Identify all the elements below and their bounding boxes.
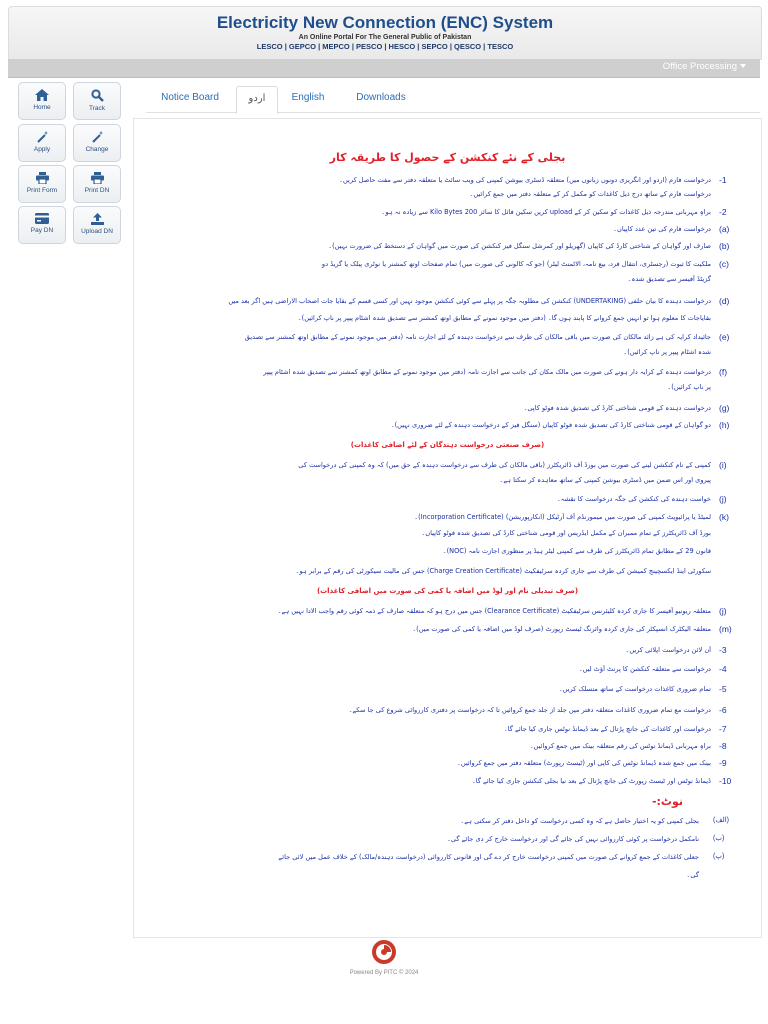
item-number: (h)	[719, 420, 730, 430]
item-text: درخواست سے متعلقہ کنکشن کا پرنٹ آؤٹ لیں۔	[578, 665, 711, 673]
item-text: سکورٹی اینڈ ایکسچینج کمیشن کی طرف سے جاری کردہ سرٹیفکیٹ (Charge Creation Certificate) جس کی مالیت سیکورٹی کی رقم کے برابر ہو۔	[295, 567, 711, 575]
caret-down-icon	[740, 64, 746, 68]
item-number: -10	[719, 776, 732, 786]
item-number: (e)	[719, 332, 730, 342]
item-text: درخواست اور کاغذات کی جانچ پڑتال کے بعد ڈیمانڈ نوٹس جاری کیا جائے گا۔	[503, 725, 711, 733]
item-text: تمام ضروری کاغذات درخواست کے ساتھ منسلک کریں۔	[558, 685, 711, 693]
item-text: درخواست مع تمام ضروری کاغذات متعلقہ دفتر میں جلد از جلد جمع کروائیں تا کہ درخواست پر دفتری کارروائی شروع کی جا سکے۔	[348, 706, 711, 714]
item-number: (c)	[719, 259, 729, 269]
item-number: -3	[719, 645, 727, 655]
site-title: Electricity New Connection (ENC) System	[216, 13, 554, 32]
print-dn-button[interactable]	[73, 165, 121, 203]
track-button[interactable]	[73, 82, 121, 120]
tab-notice-board[interactable]: Notice Board	[161, 92, 219, 103]
item-number: -1	[719, 175, 727, 185]
item-text: متعلقہ الیکٹرک انسپکٹر کی جاری کردہ وائرنگ ٹیسٹ رپورٹ (صرف لوڈ میں اضافہ یا کمی کی صورت میں)۔	[412, 625, 711, 633]
name-change-section-heading: (صرف تبدیلی نام اور لوڈ میں اضافہ یا کمی کی صورت میں اضافی کاغذات)	[316, 587, 579, 595]
magic-wand-icon	[36, 131, 49, 143]
item-number: (g)	[719, 403, 730, 413]
content-heading: بجلی کے نئے کنکشن کے حصول کا طریقہ کار	[329, 151, 566, 164]
notice-content-panel	[133, 118, 762, 938]
pay-dn-label: Pay DN	[30, 227, 54, 234]
upload-dn-button[interactable]	[73, 206, 121, 244]
item-text: خواست دہندہ کی کنکشن کی جگہ درخواست کا نقشہ۔	[556, 495, 711, 503]
item-text: کمپنی کے نام کنکشن لینے کی صورت میں بورڈ آف ڈائریکٹرز (باقی مالکان کی طرف سے درخواست دہندہ کے حق میں) کہ وہ کمپنی کی درخواست کی	[298, 461, 711, 469]
tab-urdu[interactable]: اردو	[236, 86, 278, 114]
item-text: بقایاجات کا معلوم ہوا تو انہیں جمع کروانے کا پابند ہوں گا۔ (دفتر میں موجود نمونے کے مطابق اوتھ کمشنر سے تصدیق شدہ اشٹام پیپر پر ناپ کرائیں)۔	[297, 314, 711, 322]
item-text: متعلقہ ریونیو آفیسر کا جاری کردہ کلیئرنس سرٹیفکیٹ (Clearance Certificate) جس میں درج ہو کہ متعلقہ صارف کے ذمہ کوئی رقم واجب الادا نہیں ہے۔	[277, 607, 711, 615]
printer-icon	[36, 172, 49, 184]
item-number: (j)	[719, 494, 727, 504]
printer-icon	[91, 172, 104, 184]
note-text: گی۔	[686, 871, 699, 879]
apply-button[interactable]	[18, 124, 66, 162]
item-text: درخواست دہندہ کے قومی شناختی کارڈ کی تصدیق شدہ فوٹو کاپی۔	[523, 404, 711, 412]
tab-downloads[interactable]: Downloads	[356, 92, 406, 103]
item-number: (k)	[719, 512, 729, 522]
home-icon	[35, 89, 49, 101]
item-text: دو گواہان کے قومی شناختی کارڈ کی تصدیق شدہ فوٹو کاپیاں (سنگل فیز کے درخواست دہندہ کے لئے ضروری نہیں)۔	[390, 421, 711, 429]
item-text: آن لائن درخواست اپلائی کریں۔	[625, 646, 711, 654]
tab-english[interactable]: English	[291, 92, 325, 103]
item-text: بورڈ آف ڈائریکٹرز کے تمام ممبران کے مکمل ایڈریس اور قومی شناختی کارڈ کی تصدیق شدہ فوٹو کاپیاں۔	[421, 529, 711, 537]
office-processing-menu[interactable]	[663, 61, 746, 72]
item-number: -8	[719, 741, 727, 751]
item-text: شدہ اشٹام پیپر پر ناپ کرائیں)۔	[623, 348, 711, 356]
item-number: -4	[719, 664, 727, 674]
item-text: درخواست فارم کی تین عدد کاپیاں۔	[613, 225, 711, 233]
item-number: (f)	[719, 367, 728, 377]
site-subtitle: An Online Portal For The General Public of Pakistan	[298, 34, 472, 41]
disco-list: LESCO | GEPCO | MEPCO | PESCO | HESCO | SEPCO | QESCO | TESCO	[256, 42, 514, 51]
item-text: صارف اور گواہان کے شناختی کارڈ کی کاپیاں (گھریلو اور کمرشل سنگل فیز کنکشن کی صورت میں گواہان کے دستخط کی ضرورت نہیں)۔	[328, 242, 711, 250]
home-label: Home	[33, 104, 51, 111]
search-icon	[91, 89, 104, 102]
site-header	[8, 6, 762, 60]
pitc-logo	[371, 939, 397, 965]
item-text: براہِ مہربانی ڈیمانڈ نوٹس کی رقم متعلقہ بینک میں جمع کروائیں۔	[529, 742, 711, 750]
change-label: Change	[85, 146, 109, 153]
note-number: (پ)	[713, 853, 725, 860]
item-text: لمیٹڈ یا پرائیویٹ کمپنی کی صورت میں میمورنڈم آف آرٹیکل (انکارپوریشن) (Incorporation Certificate)۔	[414, 513, 711, 521]
item-text: پیروی اور اس ضمن میں ڈسٹری بیوشن کمپنی کے ساتھ معاہدہ کر سکتا ہے۔	[499, 476, 711, 484]
upload-dn-label: Upload DN	[81, 228, 113, 235]
note-text: بجلی کمپنی کو یہ اختیار حاصل ہے کہ وہ کسی درخواست کو داخل دفتر کر سکتی ہے۔	[460, 817, 699, 825]
pay-dn-button[interactable]	[18, 206, 66, 244]
home-button[interactable]	[18, 82, 66, 120]
item-number: (j)	[719, 606, 727, 616]
office-processing-label: Office Processing	[662, 61, 737, 72]
top-navbar	[8, 59, 760, 78]
item-text: درخواست فارم (اردو اور انگریزی دونوں زبانوں میں) متعلقہ ڈسٹری بیوشن کمپنی کی ویب سائٹ یا متعلقہ دفتر سے مفت حاصل کریں۔	[339, 176, 711, 184]
item-text: درخواست فارم کے ساتھ درج ذیل کاغذات کو مکمل کر کے متعلقہ دفتر میں جمع کرائیں۔	[469, 190, 711, 198]
apply-label: Apply	[33, 146, 51, 153]
tab-bar	[146, 86, 760, 113]
note-text: جعلی کاغذات کے جمع کروانے کی صورت میں کمپنی درخواست خارج کر دے گی اور قانونی کارروائی (درخواست دہندہ/مالک) کے خلاف عمل میں لائی جائے	[278, 853, 699, 861]
item-text: گزیٹڈ آفیسر سے تصدیق شدہ۔	[627, 275, 711, 283]
industrial-section-heading: (صرف صنعتی درخواست دہندگان کے لئے اضافی کاغذات)	[350, 441, 545, 449]
credit-card-icon	[35, 213, 49, 224]
item-text: ڈیمانڈ نوٹس اور ٹیسٹ رپورٹ کی جانچ پڑتال کے بعد نیا بجلی کنکشن جاری کیا جائے گا۔	[471, 777, 711, 785]
print-form-label: Print Form	[26, 187, 58, 194]
note-number: (الف)	[713, 817, 730, 824]
item-number: -7	[719, 724, 727, 734]
item-number: (b)	[719, 241, 730, 251]
note-text: نامکمل درخواست پر کوئی کارروائی نہیں کی جائے گی اور درخواست خارج کر دی جائے گی۔	[447, 835, 699, 843]
footer-text: Powered By PITC © 2024	[349, 970, 419, 976]
item-number: (a)	[719, 224, 730, 234]
print-form-button[interactable]	[18, 165, 66, 203]
track-label: Track	[88, 105, 105, 112]
item-text: ملکیت کا ثبوت (رجسٹری، انتقال فرد، بیع نامہ، الاٹمنٹ لیٹر) (جو کہ کالونی کی صورت میں) تمام صفحات اوتھ کمشنر یا نوٹری پبلک یا گریڈ دو	[321, 260, 711, 268]
item-number: -9	[719, 758, 727, 768]
item-text: پر ناپ کرائیں)۔	[667, 383, 711, 391]
item-text: براہِ مہربانی مندرجہ ذیل کاغذات کو سکین کر کے upload کریں سکین فائل کا سائز 200 Kilo Bytes سے زیادہ نہ ہو۔	[381, 208, 711, 216]
print-dn-label: Print DN	[84, 187, 110, 194]
item-text: جائیداد کرایہ کی ہے زائد مالکان کی صورت میں باقی مالکان کی طرف سے درخواست دہندہ کے لئے اجازت نامہ (دفتر میں موجود نمونے کے مطابق اوتھ کمشنر سے تصدیق	[244, 333, 711, 341]
item-text: درخواست دہندہ کے کرایہ دار ہونے کی صورت میں مالک مکان کی جانب سے اجازت نامہ (دفتر میں موجود نمونے کے مطابق اوتھ کمشنر سے تصدیق شدہ اشٹام پیپر	[263, 368, 711, 376]
item-text: قانون 29 کے مطابق تمام ڈائریکٹرز کی طرف سے کمپنی لیٹر ہیڈ پر منظوری اجازت نامہ (NOC)۔	[442, 547, 711, 555]
item-text: بینک میں جمع شدہ ڈیمانڈ نوٹس کی کاپی اور (ٹیسٹ رپورٹ) متعلقہ دفتر میں جمع کروائیں۔	[456, 759, 711, 767]
item-number: (d)	[719, 296, 730, 306]
note-heading: نوٹ:-	[651, 795, 683, 808]
magic-wand-icon	[91, 131, 104, 143]
item-text: درخواست دہندہ کا بیان حلفی (UNDERTAKING) کنکشن کی مطلوبہ جگہ پر پہلے سے کوئی کنکشن موجود نہیں اور کسی قسم کے بقایا جات اصحاب الاراضی ہیں اگر بعد میں	[228, 297, 711, 305]
note-number: (ب)	[713, 835, 725, 842]
item-number: -5	[719, 684, 727, 694]
item-number: -2	[719, 207, 727, 217]
change-button[interactable]	[73, 124, 121, 162]
item-number: (m)	[719, 624, 732, 634]
upload-icon	[91, 213, 104, 225]
item-number: -6	[719, 705, 727, 715]
item-number: (i)	[719, 460, 727, 470]
